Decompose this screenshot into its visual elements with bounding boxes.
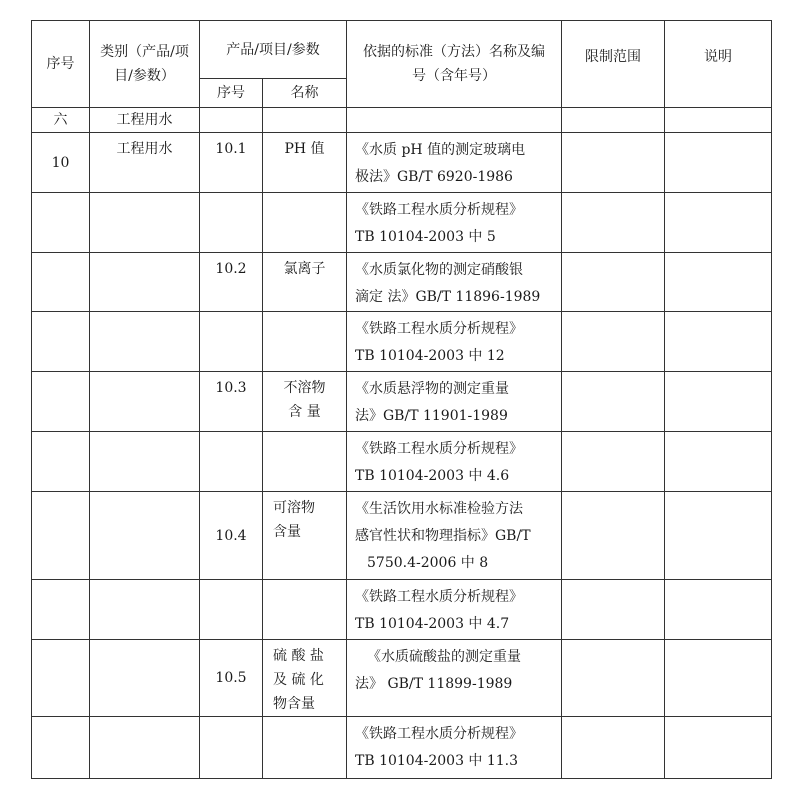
item-name [263, 640, 347, 717]
standard-line: TB 10104-2003 中 11.3 [355, 753, 519, 769]
standard-line: 《铁路工程水质分析规程》 [355, 321, 523, 337]
item-name [263, 372, 347, 432]
header-standard: 依据的标准（方法）名称及编号（含年号） [347, 21, 562, 108]
header-product-group: 产品/项目/参数 [200, 21, 347, 79]
group-category: 工程用水 [90, 133, 200, 193]
group-seq: 10 [32, 133, 90, 193]
item-name-line: 物含量 [273, 696, 315, 712]
table-row [32, 312, 772, 372]
standard-line: 《水质悬浮物的测定重量 [355, 381, 509, 397]
header-category: 类别（产品/项目/参数） [90, 21, 200, 108]
standard-cell [347, 372, 562, 432]
standard-cell [347, 253, 562, 312]
standard-cell [347, 580, 562, 640]
table-row [32, 253, 772, 312]
standard-line: 滴定 法》GB/T 11896-1989 [355, 289, 541, 305]
standard-cell [347, 492, 562, 580]
header-limit: 限制范围 [562, 21, 665, 108]
table-row [32, 580, 772, 640]
item-name: 氯离子 [263, 253, 347, 312]
standard-line: TB 10104-2003 中 4.7 [355, 616, 510, 632]
header-name: 名称 [263, 79, 347, 108]
standard-line: TB 10104-2003 中 12 [355, 348, 505, 364]
table-row [32, 492, 772, 580]
item-name-line: 及 硫 化 [273, 672, 324, 688]
table-row [32, 432, 772, 492]
standard-line: TB 10104-2003 中 5 [355, 229, 496, 245]
standard-line: 感官性状和物理指标》GB/T [355, 528, 531, 544]
item-name [263, 492, 347, 580]
section-category: 工程用水 [90, 108, 200, 133]
standard-cell [347, 193, 562, 253]
item-sub-seq: 10.3 [200, 372, 263, 432]
standard-cell [347, 133, 562, 193]
section-row [32, 108, 772, 133]
item-name-line: 含 量 [288, 404, 321, 420]
standards-table [31, 20, 772, 779]
table-row [32, 717, 772, 779]
standard-cell [347, 717, 562, 779]
standard-cell [347, 312, 562, 372]
standard-line: 《铁路工程水质分析规程》 [355, 726, 523, 742]
item-sub-seq: 10.2 [200, 253, 263, 312]
table-row [32, 640, 772, 717]
item-name: PH 值 [263, 133, 347, 193]
standard-line: 法》GB/T 11901-1989 [355, 408, 508, 424]
item-name-line: 可溶物 [273, 500, 315, 516]
standard-line: 《铁路工程水质分析规程》 [355, 441, 523, 457]
standard-line: 《水质氯化物的测定硝酸银 [355, 262, 523, 278]
header-row [32, 21, 772, 79]
item-sub-seq: 10.1 [200, 133, 263, 193]
standard-line: TB 10104-2003 中 4.6 [355, 468, 510, 484]
standard-line: 《生活饮用水标准检验方法 [355, 501, 523, 517]
standard-line: 5750.4-2006 中 8 [367, 555, 489, 571]
table-row [32, 133, 772, 193]
standard-cell [347, 432, 562, 492]
table-row [32, 372, 772, 432]
item-sub-seq: 10.5 [200, 640, 263, 717]
item-name-line: 含量 [273, 524, 301, 540]
table-row [32, 193, 772, 253]
standard-line: 《铁路工程水质分析规程》 [355, 202, 523, 218]
item-sub-seq: 10.4 [200, 492, 263, 580]
standard-line: 《水质 pH 值的测定玻璃电 [355, 142, 526, 158]
standard-cell [347, 640, 562, 717]
header-remark: 说明 [665, 21, 772, 108]
header-sub-seq: 序号 [200, 79, 263, 108]
item-name-line: 硫 酸 盐 [273, 648, 324, 664]
standard-line: 《铁路工程水质分析规程》 [355, 589, 523, 605]
standard-line: 《水质硫酸盐的测定重量 [367, 649, 521, 665]
standard-line: 法》 GB/T 11899-1989 [355, 676, 513, 692]
header-seq: 序号 [32, 21, 90, 108]
section-seq: 六 [32, 108, 90, 133]
standard-line: 极法》GB/T 6920-1986 [355, 169, 513, 185]
item-name-line: 不溶物 [283, 380, 326, 396]
